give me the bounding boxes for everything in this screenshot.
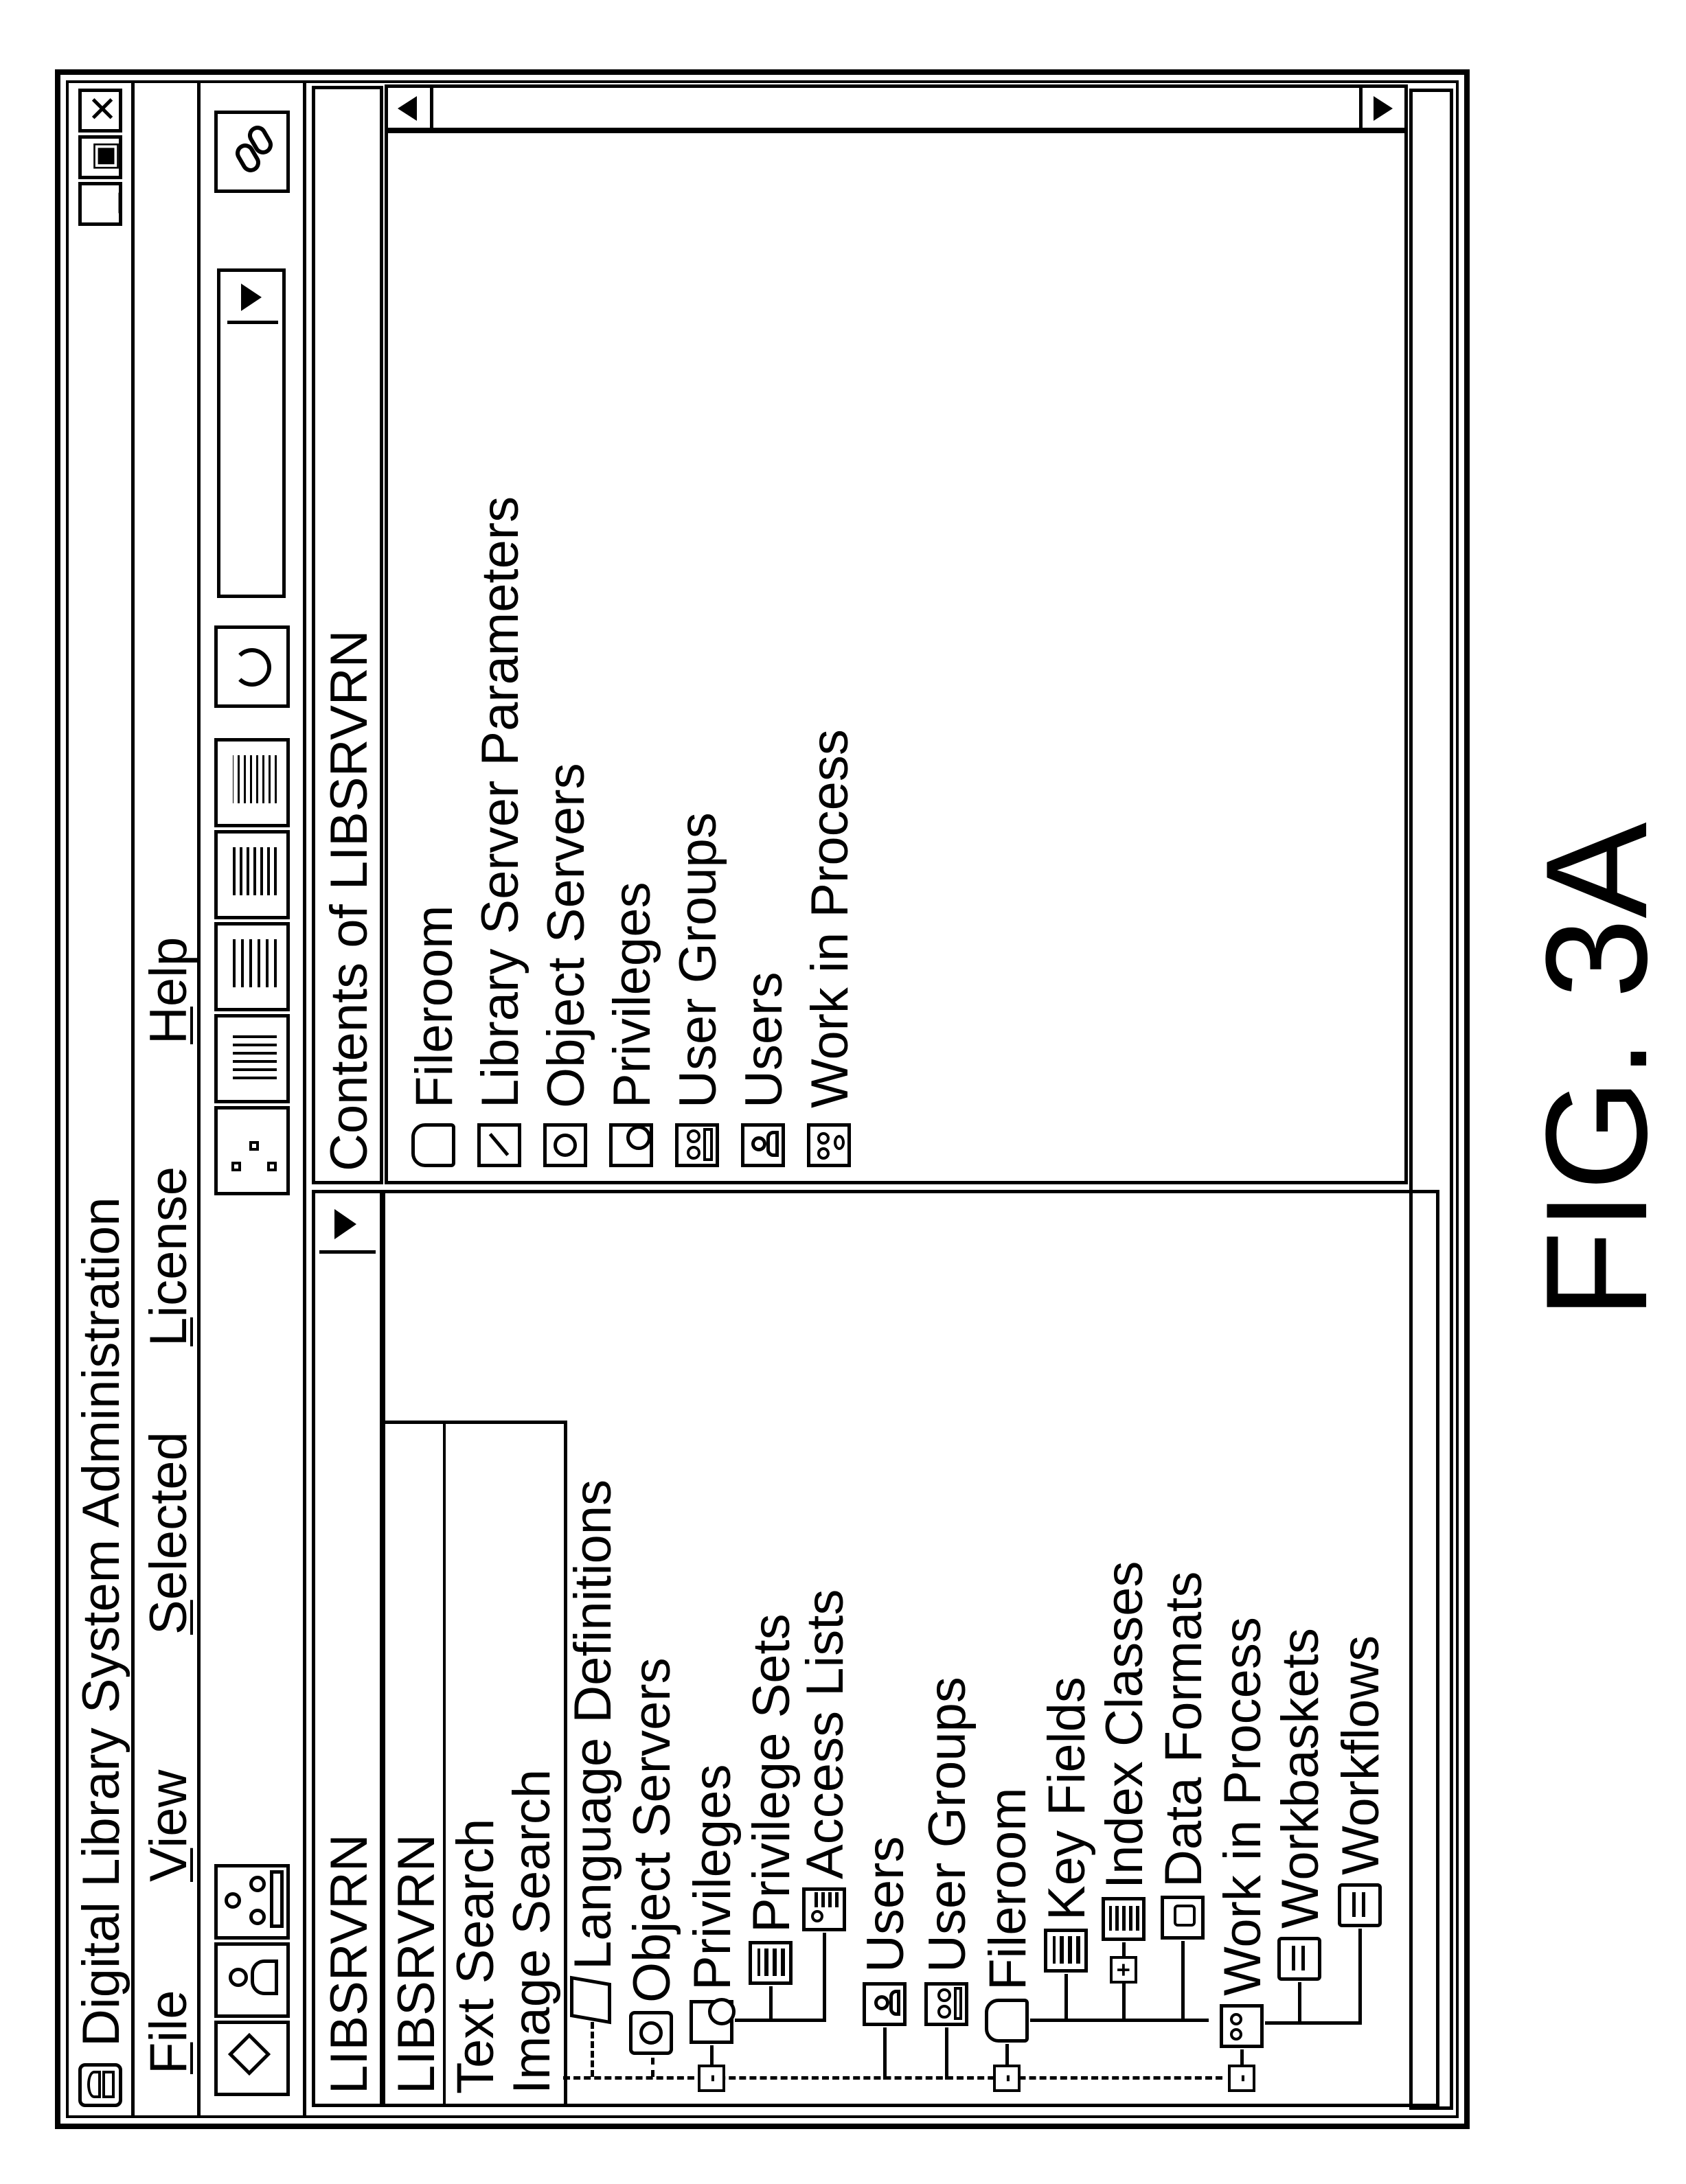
minimize-icon: _ [84, 193, 124, 213]
fileroom-icon [411, 1123, 455, 1167]
object-servers-icon [543, 1123, 587, 1167]
users-icon [863, 1982, 907, 2026]
dropdown-option-text-search[interactable]: Text Search [446, 1818, 505, 2094]
contents-item-work-in-process[interactable]: Work in Process [797, 206, 863, 1167]
contents-header-title: Contents of LIBSRVRN [320, 630, 378, 1171]
user-groups-icon [924, 1982, 968, 2026]
menu-bar [137, 83, 201, 2115]
tree-item-users[interactable]: Users [856, 1836, 915, 1973]
status-bar [1409, 89, 1453, 2110]
server-selector-value: LIBSRVRN [320, 1834, 378, 2094]
tree-view-icon [231, 1162, 241, 1171]
tree-item-index-classes[interactable]: Index Classes [1095, 1561, 1154, 1889]
menu-selected[interactable]: Selected [139, 1432, 198, 1635]
contents-panel [385, 130, 1408, 1184]
details-view-button[interactable] [214, 1014, 290, 1103]
tree-item-key-fields[interactable]: Key Fields [1038, 1677, 1096, 1920]
tree-trunk [563, 2076, 1222, 2080]
workflows-icon [1338, 1883, 1382, 1927]
toolbar-dropdown[interactable] [217, 268, 286, 598]
contents-item-privileges[interactable]: Privileges [600, 206, 665, 1167]
icon-view-button[interactable] [214, 922, 290, 1011]
tree-item-privilege-sets[interactable]: Privilege Sets [742, 1613, 801, 1933]
contents-item-library-server-parameters[interactable]: Library Server Parameters [468, 206, 534, 1167]
title-bar [69, 83, 135, 2115]
contents-item-users[interactable]: Users [731, 206, 797, 1167]
fileroom-expander[interactable]: - [993, 2065, 1021, 2092]
server-dropdown-list [382, 1421, 567, 2107]
toolbar [203, 83, 306, 2115]
small-icon-view-button[interactable] [214, 738, 290, 827]
tree-item-privileges[interactable]: Privileges [683, 1764, 742, 1990]
restore-button[interactable] [78, 135, 122, 179]
refresh-icon [233, 648, 271, 687]
user-icon [229, 1968, 248, 1987]
privileges-expander[interactable]: - [698, 2065, 725, 2092]
menu-help[interactable]: Help [139, 936, 198, 1044]
details-view-icon [233, 1031, 277, 1079]
restore-icon: ▣ [86, 140, 122, 172]
navigation-tree [563, 1190, 1442, 2107]
work-in-process-icon [807, 1123, 851, 1167]
user-groups-icon [225, 1892, 241, 1909]
index-classes-icon [1102, 1897, 1146, 1941]
menu-file[interactable]: File [139, 1990, 198, 2074]
list-view-button[interactable] [214, 830, 290, 919]
server-selector-button[interactable] [319, 1199, 376, 1254]
close-button[interactable] [78, 89, 122, 133]
dropdown-option-image-search[interactable]: Image Search [503, 1769, 561, 2094]
privilege-sets-icon [749, 1941, 793, 1985]
language-definitions-icon [570, 1976, 611, 2025]
small-icon-view-icon [233, 755, 277, 803]
contents-item-user-groups[interactable]: User Groups [665, 206, 731, 1167]
user-groups-button[interactable] [214, 1864, 290, 1940]
access-lists-icon [802, 1887, 846, 1931]
fileroom-icon [985, 1999, 1029, 2043]
privileges-icon [690, 2000, 733, 2044]
navigate-button[interactable] [214, 2021, 290, 2096]
help-button[interactable] [214, 111, 290, 193]
arrow-up-icon [398, 96, 417, 121]
icon-view-icon [233, 939, 277, 987]
contents-header [312, 86, 383, 1184]
tree-item-workbaskets[interactable]: Workbaskets [1271, 1628, 1330, 1929]
work-in-process-icon [1220, 2004, 1264, 2048]
tree-item-fileroom[interactable]: Fileroom [979, 1787, 1037, 1990]
minimize-button[interactable] [78, 182, 122, 226]
scroll-right-button[interactable] [1359, 88, 1404, 128]
menu-license[interactable]: License [139, 1166, 198, 1346]
dropdown-option-selected[interactable]: LIBSRVRN [385, 1424, 446, 2104]
vertical-scrollbar[interactable] [385, 84, 1408, 131]
close-icon: ✕ [84, 93, 124, 124]
figure-label: FIG. 3A [1516, 822, 1677, 1319]
app-system-icon[interactable] [78, 2063, 122, 2107]
list-view-icon [233, 847, 277, 895]
menu-view[interactable]: View [139, 1769, 198, 1882]
work-in-process-expander[interactable]: - [1228, 2065, 1255, 2092]
index-classes-expander[interactable]: + [1110, 1956, 1137, 1984]
key-fields-icon [1044, 1929, 1088, 1973]
object-servers-icon [629, 2011, 673, 2055]
window-title: Digital Library System Administration [72, 1197, 130, 2047]
chevron-down-icon [334, 1209, 356, 1239]
navigate-icon [228, 2033, 271, 2076]
contents-item-object-servers[interactable]: Object Servers [534, 206, 600, 1167]
contents-list [402, 151, 1157, 1167]
library-server-parameters-icon [477, 1123, 521, 1167]
tree-item-user-groups[interactable]: User Groups [918, 1677, 977, 1973]
server-selector[interactable] [312, 1190, 383, 2107]
tree-item-object-servers[interactable]: Object Servers [623, 1657, 681, 2003]
tree-item-workflows[interactable]: Workflows [1332, 1635, 1390, 1875]
tree-item-language-definitions[interactable]: Language Definitions [564, 1479, 622, 1970]
user-groups-icon [675, 1123, 719, 1167]
toolbar-dropdown-button[interactable] [227, 276, 278, 324]
tree-item-data-formats[interactable]: Data Formats [1154, 1571, 1213, 1887]
contents-item-fileroom[interactable]: Fileroom [402, 206, 468, 1167]
user-button[interactable] [214, 1942, 290, 2018]
refresh-button[interactable] [214, 625, 290, 708]
tree-view-button[interactable] [214, 1106, 290, 1195]
chevron-down-icon [241, 284, 262, 311]
arrow-down-icon [1374, 96, 1393, 121]
workbaskets-icon [1277, 1937, 1321, 1981]
scroll-left-button[interactable] [388, 88, 433, 128]
tree-item-access-lists[interactable]: Access Lists [796, 1589, 854, 1879]
privileges-icon [609, 1123, 653, 1167]
tree-item-work-in-process[interactable]: Work in Process [1214, 1617, 1272, 1996]
users-icon [741, 1123, 785, 1167]
data-formats-icon [1161, 1896, 1205, 1940]
